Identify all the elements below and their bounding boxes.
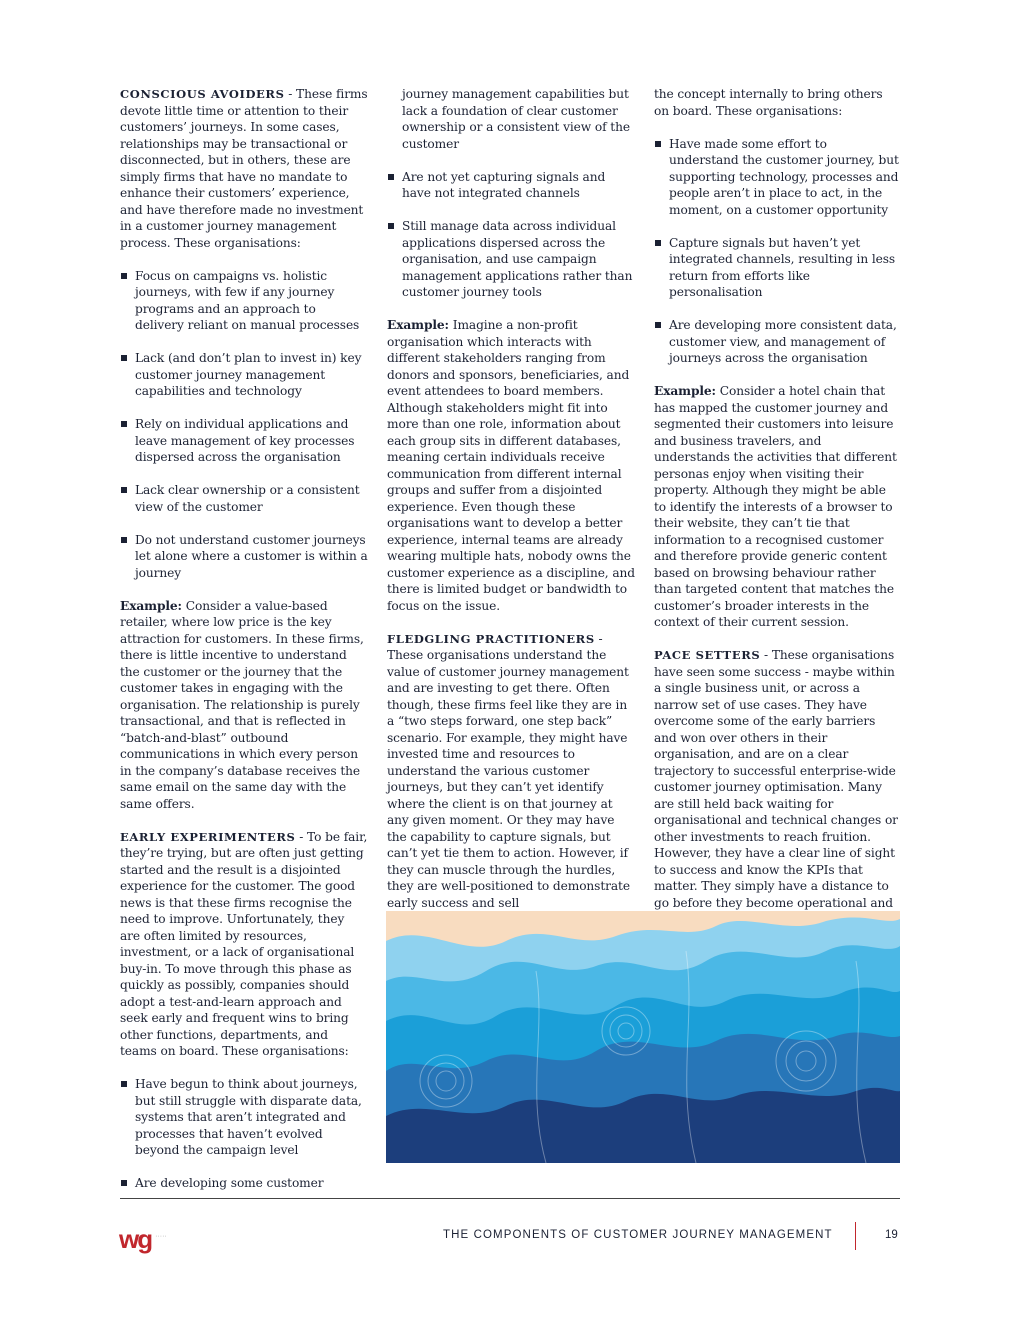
logo-tagline-mark: ····· (155, 1233, 167, 1240)
wave-illustration (386, 911, 900, 1163)
example-label: Example: (654, 384, 716, 398)
section-heading: FLEDGLING PRACTITIONERS (387, 631, 595, 646)
list-item: Have begun to think about journeys, but still struggle with disparate data, systems that aren’t integrated and processes that haven’t evolved beyond the campaign level (120, 1076, 368, 1159)
list-item: Still manage data across individual applications dispersed across the organisation, and use campaign management applications rather than customer journey tools (387, 218, 635, 301)
pace-setters-paragraph: PACE SETTERS - These organisations have seen some success - maybe within a single business unit, or across a narrow set of use cases. They have overcome some of the early barriers and won over others in their organisation, and are on a clear trajectory to successful enterprise-wide customer journey optimisation. Many are still held back waiting for organisational and technical changes or other investments to reach fruition. However, they have a clear line of sight to success and know the KPIs that matter. They simply have a distance to go before they become operational and (654, 648, 898, 910)
section-heading: EARLY EXPERIMENTERS (120, 829, 296, 844)
experimenters-bullet-list (120, 1076, 368, 1192)
conscious-avoiders-paragraph: CONSCIOUS AVOIDERS - These firms devote little time or attention to their customers’ journeys. In some cases, relationships may be transactional or disconnected, but in others, these are simply firms that have no mandate to enhance their customers’ experience, and have therefore made no investment in a customer journey management process. These organisations: (120, 87, 368, 250)
list-item: Are developing some customer (120, 1175, 368, 1192)
footer-title: THE COMPONENTS OF CUSTOMER JOURNEY MANAGEMENT (443, 1229, 833, 1241)
hotel-example-paragraph: Example: Consider a hotel chain that has mapped the customer journey and segmented their customers into leisure and business travelers, and understands the activities that different personas enjoy when visiting their property. Although they might be able to identify the interests of a browser to their website, they can’t tie that information to a recognised customer and therefore provide generic content based on browsing behaviour rather than targeted content that matches the customer’s broader interests in the context of their current session. (654, 384, 897, 629)
nonprofit-example-paragraph: Example: Imagine a non-profit organisation which interacts with different stakeholders ranging from donors and sponsors, beneficiaries, and event attendees to board members. Although stakeholders might fit into more than one role, information about each group sits in different databases, meaning certain individuals receive communication from different internal groups and suffer from a disjointed experience. Even though these organisations want to develop a better experience, internal teams are already wearing multiple hats, nobody owns the customer experience as a discipline, and there is limited budget or bandwidth to focus on the issue. (387, 318, 635, 613)
list-item: Are not yet capturing signals and have not integrated channels (387, 169, 635, 202)
page-number: 19 (885, 1229, 898, 1241)
list-item: Capture signals but haven’t yet integrated channels, resulting in less return from efforts like personalisation (654, 235, 900, 301)
list-item: Focus on campaigns vs. holistic journeys, with few if any journey programs and an approach to delivery reliant on manual processes (120, 268, 368, 334)
fledgling-continued-paragraph: the concept internally to bring others on board. These organisations: (654, 87, 883, 118)
section-heading: PACE SETTERS (654, 648, 761, 662)
list-item: Do not understand customer journeys let alone where a customer is within a journey (120, 532, 368, 582)
list-item: Lack clear ownership or a consistent view of the customer (120, 482, 368, 515)
fledgling-bullet-list (654, 136, 900, 367)
column-2 (387, 86, 635, 928)
list-item: journey management capabilities but lack a foundation of clear customer ownership or a consistent view of the customer (402, 87, 630, 151)
retailer-example-paragraph: Example: Consider a value-based retailer, where low price is the key attraction for customers. In these firms, there is little incentive to understand the customer or the journey that the customer takes in engaging with the organisation. The relationship is purely transactional, and that is reflected in “batch-and-blast” outbound communications in which every person in the company’s database receives the same email on the same day with the same offers. (120, 598, 364, 811)
wave-illustration-svg (386, 911, 900, 1163)
avoiders-bullet-list (120, 268, 368, 582)
footer-separator (855, 1222, 856, 1250)
fledgling-practitioners-paragraph: FLEDGLING PRACTITIONERS - These organisations understand the value of customer journey management and are investing to get there. Often though, these firms feel like they are in a “two steps forward, one step back” scenario. For example, they might have invested time and resources to understand the various customer journeys, but they can’t yet identify where the client is on that journey at any given moment. Or they may have the capability to capture signals, but can’t yet tie them to action. However, if they can muscle through the hurdles, they are well-positioned to demonstrate early success and sell (387, 631, 630, 910)
list-item: Have made some effort to understand the customer journey, but supporting technology, processes and people aren’t in place to act, in the moment, on a customer opportunity (654, 136, 900, 219)
early-experimenters-paragraph: EARLY EXPERIMENTERS - To be fair, they’re trying, but are often just getting started and the result is a disjointed experience for the customer. The good news is that these firms recognise the need to improve. Unfortunately, they are often limited by resources, investment, or a lack of organisational buy-in. To move through this phase as quickly as possibly, companies should adopt a test-and-learn approach and seek early and frequent wins to bring other functions, departments, and teams on board. These organisations: (120, 829, 368, 1058)
company-logo: wg ····· (119, 1224, 167, 1254)
list-item: Are developing more consistent data, customer view, and management of journeys across the organisation (654, 317, 900, 367)
list-item: Lack (and don’t plan to invest in) key customer journey management capabilities and technology (120, 350, 368, 400)
example-label: Example: (120, 598, 182, 613)
experimenters-bullet-list-continued (387, 86, 635, 301)
column-3 (654, 86, 900, 944)
section-heading: CONSCIOUS AVOIDERS (120, 87, 285, 101)
list-item: Rely on individual applications and leave management of key processes dispersed across the organisation (120, 416, 368, 466)
footer-divider (120, 1198, 900, 1199)
column-1 (120, 86, 368, 1208)
example-label: Example: (387, 318, 449, 332)
